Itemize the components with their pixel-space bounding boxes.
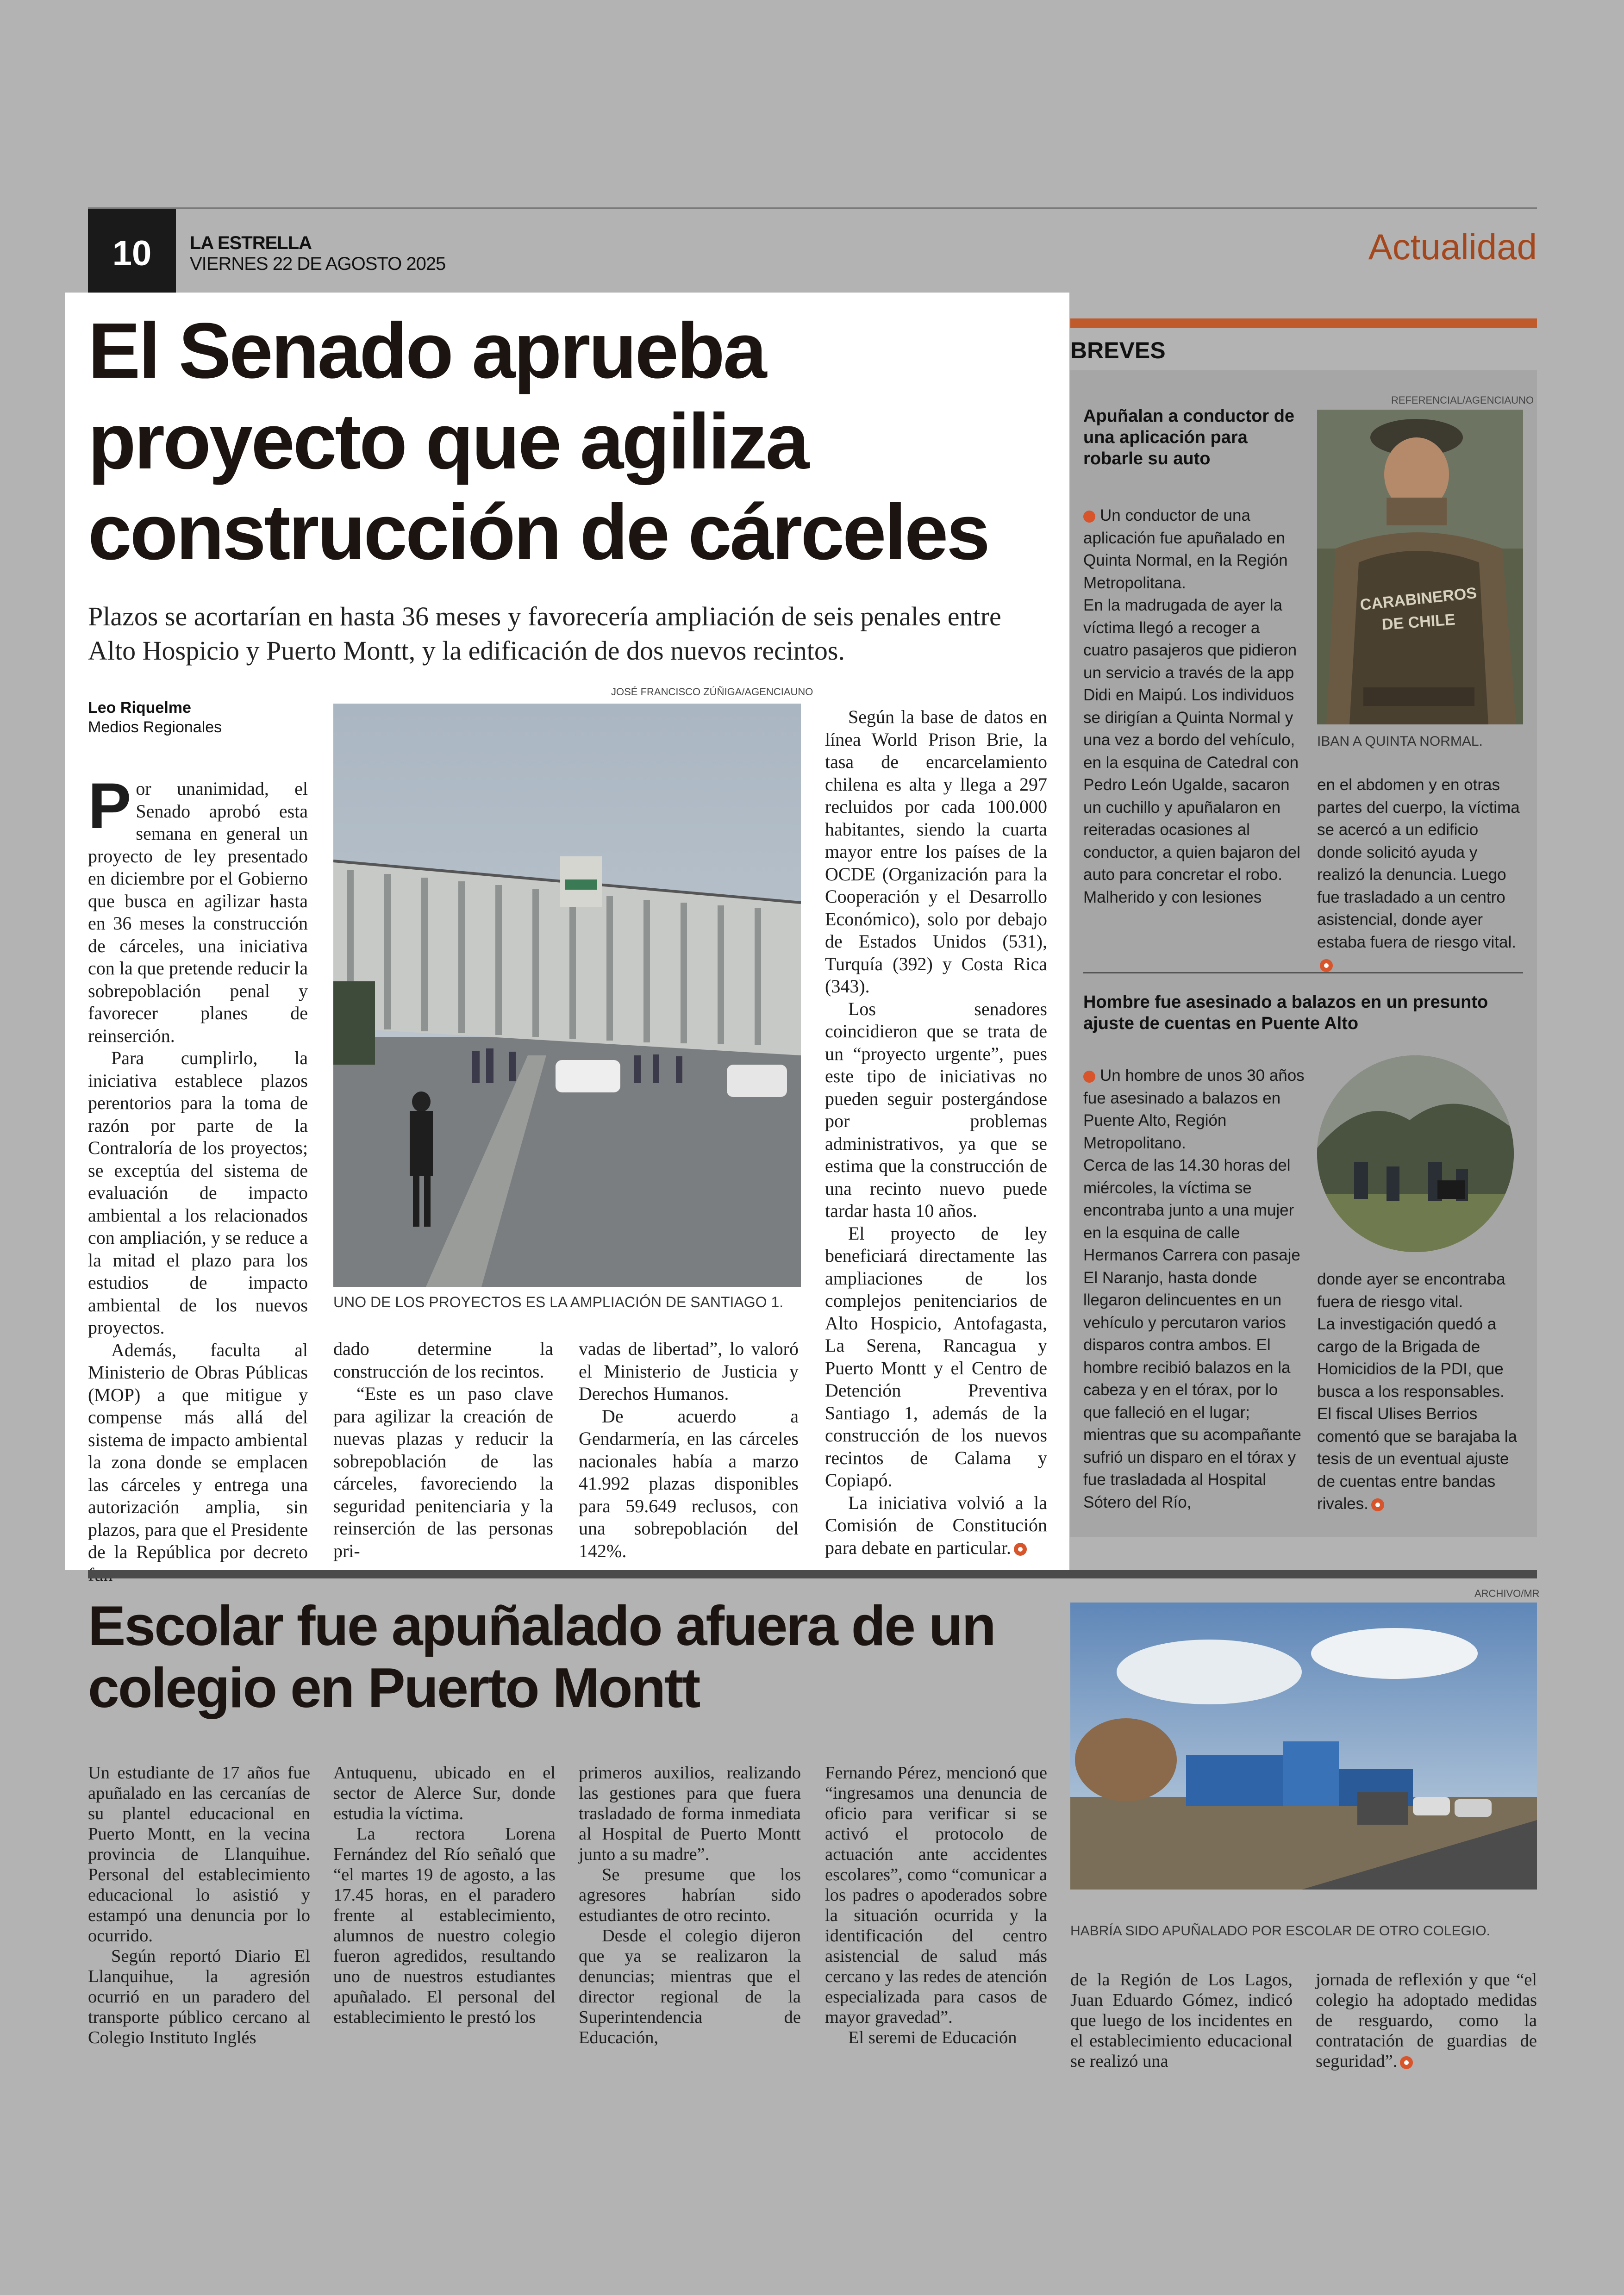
paragraph: La investigación quedó a cargo de la Brigada de Homicidios de la PDI, que busca a los responsables.: [1317, 1315, 1505, 1401]
second-column-5: [1070, 1970, 1293, 2071]
paragraph: Cerca de las 14.30 horas del miércoles, la víctima se encontraba junto a una mujer en la esquina de calle Hermanos Carrera con pasaje El Naranjo, hasta donde llegaron delincuentes en un vehículo y percutaron varios disparos contra ambos. El hombre recibió balazos en la cabeza y en el tórax, por lo que falleció en el lugar; mientras que su acompañante sufrió un disparo en el tórax y fue trasladada al Hospital Sótero del Río,: [1083, 1156, 1301, 1511]
header-rule: [88, 207, 1537, 209]
paragraph: El proyecto de ley beneficiará directamente las ampliaciones de los complejos penitenciarios de Alto Hospicio, Antofagasta, La Serena, Rancagua y Puerto Montt y el Centro de Detención Preventiva Santiago 1, además de la construcción de los nuevos recintos de Calama y Copiapó.: [825, 1222, 1047, 1491]
main-column-1: [88, 769, 308, 1586]
second-column-6: [1316, 1970, 1537, 2071]
paragraph: De acuerdo a Gendarmería, en las cárceles nacionales había a marzo 41.992 plazas disponibles para 59.649 reclusos, con una sobrepoblación del 142%.: [579, 1405, 799, 1561]
paragraph: dado determine la construcción de los recintos.: [333, 1338, 553, 1382]
main-subtitle: Plazos se acortarían en hasta 36 meses y favorecería ampliación de seis penales entre Alto Hospicio y Puerto Montt, y la edificación de dos nuevos recintos.: [88, 601, 1001, 666]
breve-1-headline: Apuñalan a conductor de una aplicación para robarle su auto: [1083, 406, 1295, 468]
end-mark-icon: [1400, 2056, 1413, 2069]
paragraph: Malherido y con lesiones: [1083, 888, 1262, 906]
publication-date: VIERNES 22 DE AGOSTO 2025: [190, 254, 446, 274]
breves-accent-bar: [1070, 318, 1537, 328]
author-org: Medios Regionales: [88, 718, 222, 736]
main-headline: El Senado aprueba proyecto que agiliza construcción de cárceles: [88, 307, 988, 576]
paragraph: jornada de reflexión y que “el colegio ha adoptado medidas de resguardo, como la contratación de guardias de seguridad”.: [1316, 1970, 1537, 2071]
paragraph: El fiscal Ulises Berrios comentó que se barajaba la tesis de un eventual ajuste de cuentas entre bandas rivales.: [1317, 1405, 1517, 1513]
paragraph: “Este es un paso clave para agilizar la creación de nuevas plazas y reducir la sobrepoblación de las cárceles, favoreciendo la seguridad penitenciaria y la reinserción de las personas pri-: [333, 1383, 553, 1561]
end-mark-icon: [1014, 1543, 1027, 1556]
main-column-4: [825, 706, 1047, 1559]
paragraph: La iniciativa volvió a la Comisión de Constitución para debate en particular.: [825, 1492, 1047, 1558]
paragraph: vadas de libertad”, lo valoró el Ministerio de Justicia y Derechos Humanos.: [579, 1338, 799, 1404]
prison-photo: [333, 704, 801, 1287]
end-mark-icon: [1371, 1498, 1384, 1511]
vest-text: DE CHILE: [1381, 611, 1456, 634]
paragraph: Un hombre de unos 30 años fue asesinado a balazos en Puente Alto, Región Metropolitano.: [1083, 1066, 1305, 1152]
paragraph: En la madrugada de ayer la víctima llegó a recoger a cuatro pasajeros que pidieron un servicio a través de la app Didi en Maipú. Los individuos se dirigían a Quinta Normal y una vez a bordo del vehículo, en la esquina de Catedral con Pedro León Ugalde, sacaron un cuchillo y apuñalaron en reiteradas ocasiones al conductor, a quien bajaron del auto para concretar el robo.: [1083, 596, 1300, 884]
author-name: Leo Riquelme: [88, 699, 191, 717]
second-column-2: [333, 1763, 556, 2027]
second-photo-credit: ARCHIVO/MR: [1474, 1588, 1540, 1599]
second-column-4: [825, 1763, 1047, 2048]
breve-2-column-1: [1083, 1065, 1305, 1514]
paragraph: Un estudiante de 17 años fue apuñalado en las cercanías de su plantel educacional en Puerto Montt, en la vecina provincia de Llanquihue. Personal del establecimiento educacional lo asistió y estampó una denuncia por lo ocurrido.: [88, 1763, 310, 1946]
breve-2-headline: Hombre fue asesinado a balazos en un presunto ajuste de cuentas en Puente Alto: [1083, 992, 1488, 1033]
bullet-icon: [1083, 1071, 1095, 1083]
breves-photo-credit: REFERENCIAL/AGENCIAUNO: [1391, 394, 1534, 406]
paragraph: primeros auxilios, realizando las gestiones para que fuera trasladado de forma inmediata al Hospital de Puerto Montt junto a su madre”.: [579, 1763, 801, 1864]
paragraph: Fernando Pérez, mencionó que “ingresamos una denuncia de oficio para verificar si se activó el protocolo de actuación ante accidentes escolares”, como “comunicar a los padres o apoderados sobre la situación ocurrida y la identificación del centro asistencial de salud más cercano y las redes de atención especializada para casos de mayor gravedad”.: [825, 1763, 1047, 2027]
second-column-1: [88, 1763, 310, 2048]
paragraph: or unanimidad, el Senado aprobó esta semana en general un proyecto de ley presentado en diciembre por el Gobierno que busca en agilizar hasta en 36 meses la construcción de cárceles, una iniciativa con la que pretende reducir la sobrepoblación penal y favorecer planes de reinserción.: [88, 778, 308, 1046]
paragraph: Desde el colegio dijeron que ya se realizaron la denuncias; mientras que el director regional de la Superintendencia de Educación,: [579, 1926, 801, 2047]
end-mark-icon: [1320, 959, 1333, 972]
paragraph: Antuquenu, ubicado en el sector de Alerce Sur, donde estudia la víctima.: [333, 1763, 556, 1823]
breves-separator: [1083, 972, 1523, 973]
main-column-2: [333, 1338, 553, 1562]
paragraph: El seremi de Educación: [848, 2028, 1017, 2047]
paragraph: Para cumplirlo, la iniciativa establece plazos perentorios para la toma de razón por parte de la Contraloría de los proyectos; se exceptúa del sistema de evaluación de impacto ambiental a los relacionados con ampliación, y se reduce a la mitad el plazo para los estudios de impacto ambiental de los nuevos proyectos.: [88, 1048, 308, 1338]
school-photo: [1070, 1603, 1537, 1890]
paragraph: La rectora Lorena Fernández del Río señaló que “el martes 19 de agosto, a las 17.45 horas, en el paradero frente al establecimiento, alumnos de nuestro colegio fueron agredidos, resultando uno de nuestros estudiantes apuñalado. El personal del establecimiento le prestó los: [333, 1824, 556, 2027]
paragraph: Los senadores coincidieron que se trata de un “proyecto urgente”, pues este tipo de iniciativas no pueden seguir postergándose por problemas administrativos, ya que se estima que la construcción de una recinto nuevo puede tardar hasta 10 años.: [825, 998, 1047, 1221]
publication-name: LA ESTRELLA: [190, 233, 312, 253]
paragraph: donde ayer se encontraba fuera de riesgo vital.: [1317, 1270, 1505, 1311]
breve-1-column-1: [1083, 505, 1305, 909]
crime-scene-photo: [1317, 1055, 1514, 1252]
vest-text: CARABINEROS: [1359, 584, 1478, 614]
paragraph: Además, faculta al Ministerio de Obras Públicas (MOP) a que mitigue y compense más allá del sistema de impacto ambiental la zona donde se emplacen las cárceles y entrega una autorización amplia, sin plazos, para que el Presidente de la República por decreto: [88, 1339, 308, 1562]
drop-cap: P: [88, 769, 131, 842]
carabinero-photo: [1317, 410, 1523, 724]
breves-title: BREVES: [1070, 337, 1166, 363]
paragraph: Según reportó Diario El Llanquihue, la agresión ocurrió en un paradero del transporte público cercano al Colegio Instituto Inglés: [88, 1946, 310, 2047]
second-headline: Escolar fue apuñalado afuera de un colegio en Puerto Montt: [88, 1594, 995, 1719]
paragraph: en el abdomen y en otras partes del cuerpo, la víctima se acercó a un edificio donde solicitó ayuda y realizó la denuncia. Luego fue trasladado a un centro asistencial, donde ayer estaba fuera de riesgo vital.: [1317, 776, 1520, 951]
paragraph: de la Región de Los Lagos, Juan Eduardo Gómez, indicó que luego de los incidentes en el establecimiento educacional se realizó una: [1070, 1970, 1293, 2071]
photo-caption: UNO DE LOS PROYECTOS ES LA AMPLIACIÓN DE SANTIAGO 1.: [333, 1294, 784, 1310]
breve-1-column-2: [1317, 774, 1523, 976]
second-column-3: [579, 1763, 801, 2048]
photo-credit: JOSÉ FRANCISCO ZÚÑIGA/AGENCIAUNO: [611, 686, 813, 698]
second-photo-caption: HABRÍA SIDO APUÑALADO POR ESCOLAR DE OTRO COLEGIO.: [1070, 1923, 1490, 1939]
article-divider: [88, 1570, 1537, 1578]
paragraph: Un conductor de una aplicación fue apuñalado en Quinta Normal, en la Región Metropolitana.: [1083, 506, 1288, 592]
breve-2-column-2: [1317, 1268, 1523, 1515]
page-number: 10: [88, 209, 176, 297]
main-column-3: [579, 1338, 799, 1562]
section-title: Actualidad: [1368, 226, 1537, 267]
paragraph: Se presume que los agresores habrían sido estudiantes de otro recinto.: [579, 1865, 801, 1925]
bullet-icon: [1083, 511, 1095, 523]
paragraph: Según la base de datos en línea World Prison Brie, la tasa de encarcelamiento chilena es alta y llega a 297 recluidos por cada 100.000 habitantes, siendo la cuarta mayor entre los países de la OCDE (Organización para la Cooperación y el Desarrollo Económico), solo por debajo de Estados Unidos (531), Turquía (392) y Costa Rica (343).: [825, 706, 1047, 997]
breve-1-photo-caption: IBAN A QUINTA NORMAL.: [1317, 734, 1483, 749]
